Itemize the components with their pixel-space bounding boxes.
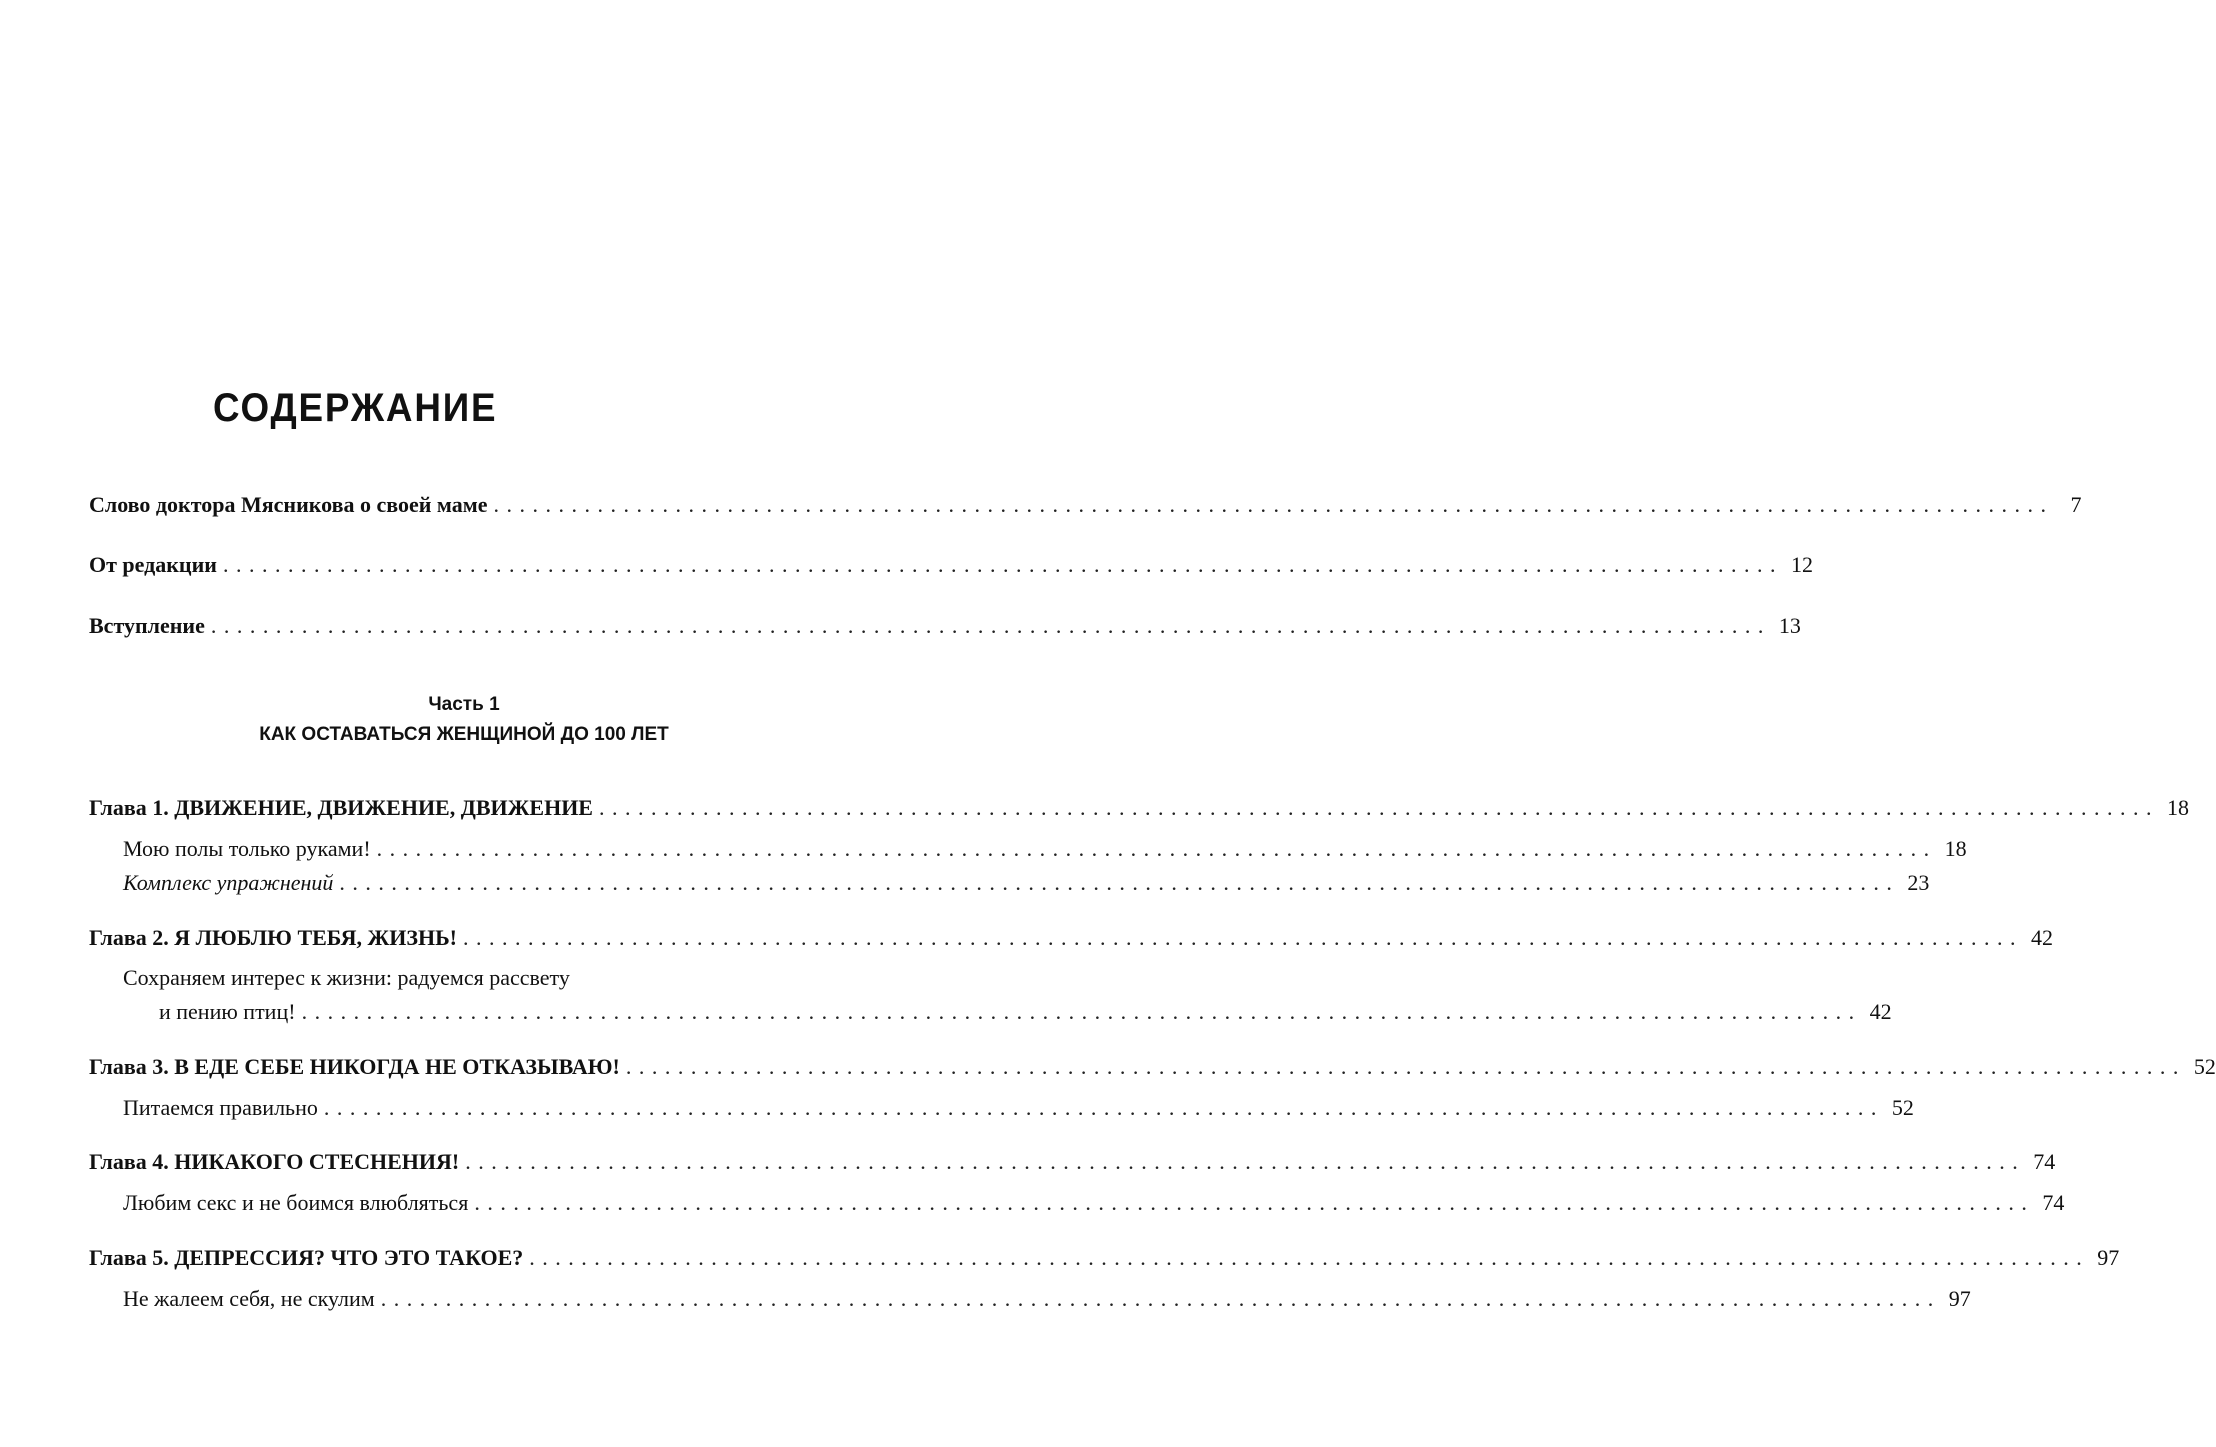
subsection-page: 23 (1907, 870, 1930, 895)
toc-entry-label: Слово доктора Мясникова о своей маме (89, 492, 488, 517)
leader-dots: ........................................................................................................................ (493, 492, 2054, 517)
part-number: Часть 1 (428, 694, 500, 715)
subsection-label: Любим секс и не боимся влюбляться (123, 1190, 469, 1215)
subsection-label: Мою полы только руками! (123, 836, 371, 861)
toc-entry (89, 491, 2082, 519)
leader-dots: ........................................................................................................................ (380, 1286, 1941, 1311)
leader-dots: ........................................................................................................................ (462, 925, 2023, 950)
chapter-entry (89, 1244, 2120, 1272)
chapter-page: 18 (2166, 795, 2189, 820)
chapter-entry (89, 1148, 2056, 1176)
toc-entry (89, 612, 1801, 640)
toc-entry-page: 7 (2070, 492, 2082, 517)
chapter-label: Глава 2. Я ЛЮБЛЮ ТЕБЯ, ЖИЗНЬ! (89, 925, 457, 950)
subsection-entry (159, 998, 1892, 1026)
subsection-page: 74 (2042, 1190, 2065, 1215)
leader-dots: ........................................................................................................................ (376, 836, 1937, 861)
chapter-label: Глава 5. ДЕПРЕССИЯ? ЧТО ЭТО ТАКОЕ? (89, 1245, 524, 1270)
toc-entry-label: От редакции (89, 552, 217, 577)
chapter-entry (89, 924, 2053, 952)
leader-dots: ........................................................................................................................ (301, 999, 1862, 1024)
chapter-page: 42 (2030, 925, 2053, 950)
subsection-page: 97 (1948, 1286, 1971, 1311)
subsection-label: Питаемся правильно (123, 1095, 318, 1120)
subsection-line: Сохраняем интерес к жизни: радуемся рассвету (123, 965, 570, 990)
leader-dots: ........................................................................................................................ (323, 1095, 1884, 1120)
toc-entry-label: Вступление (89, 613, 205, 638)
chapter-page: 52 (2193, 1054, 2216, 1079)
leader-dots: ........................................................................................................................ (210, 613, 1771, 638)
leader-dots: ........................................................................................................................ (625, 1054, 2186, 1079)
part-title: КАК ОСТАВАТЬСЯ ЖЕНЩИНОЙ ДО 100 ЛЕТ (259, 724, 669, 745)
leader-dots: ........................................................................................................................ (598, 795, 2159, 820)
subsection-entry (123, 835, 1967, 863)
leader-dots: ........................................................................................................................ (465, 1149, 2026, 1174)
subsection-entry (123, 1285, 1971, 1313)
toc-entry-page: 13 (1778, 613, 1801, 638)
chapter-label: Глава 1. ДВИЖЕНИЕ, ДВИЖЕНИЕ, ДВИЖЕНИЕ (89, 795, 593, 820)
chapter-label: Глава 3. В ЕДЕ СЕБЕ НИКОГДА НЕ ОТКАЗЫВАЮ! (89, 1054, 620, 1079)
subsection-entry (123, 869, 1930, 897)
subsection-label: и пению птиц! (159, 999, 296, 1024)
toc-entry (89, 551, 1813, 579)
subsection-label: Не жалеем себя, не скулим (123, 1286, 375, 1311)
subsection-page: 52 (1891, 1095, 1914, 1120)
chapter-label: Глава 4. НИКАКОГО СТЕСНЕНИЯ! (89, 1149, 460, 1174)
chapter-page: 97 (2097, 1245, 2120, 1270)
leader-dots: ........................................................................................................................ (222, 552, 1783, 577)
leader-dots: ........................................................................................................................ (529, 1245, 2090, 1270)
page-title: СОДЕРЖАНИЕ (213, 386, 498, 430)
leader-dots: ........................................................................................................................ (339, 870, 1900, 895)
leader-dots: ........................................................................................................................ (474, 1190, 2035, 1215)
toc-entry-page: 12 (1790, 552, 1813, 577)
chapter-entry (89, 1053, 2216, 1081)
subsection-label: Комплекс упражнений (123, 870, 334, 895)
subsection-entry (123, 1189, 2065, 1217)
subsection-page: 42 (1869, 999, 1892, 1024)
chapter-page: 74 (2033, 1149, 2056, 1174)
chapter-entry (89, 794, 2189, 822)
subsection-page: 18 (1944, 836, 1967, 861)
subsection-entry (123, 1094, 1914, 1122)
